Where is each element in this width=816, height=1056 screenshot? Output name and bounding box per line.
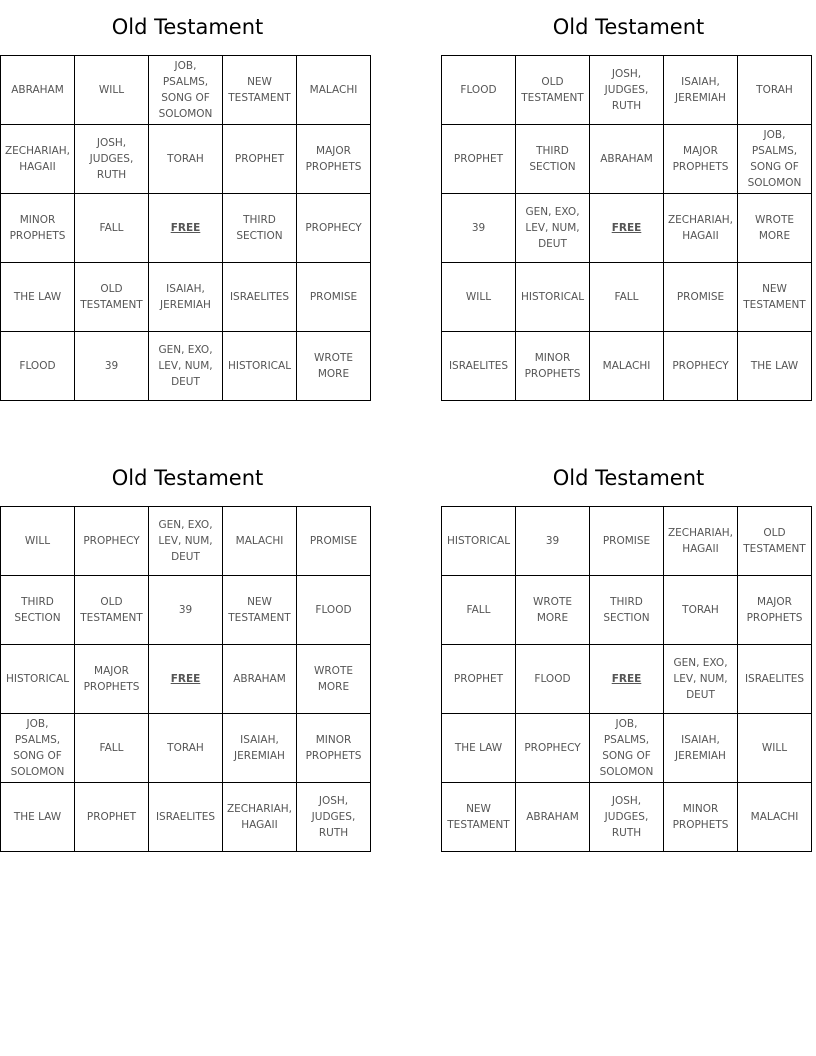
bingo-cell: ABRAHAM xyxy=(223,645,297,714)
bingo-cell: MALACHI xyxy=(590,332,664,401)
bingo-cell: WROTE MORE xyxy=(516,576,590,645)
bingo-cell: JOB, PSALMS, SONG OF SOLOMON xyxy=(590,714,664,783)
grid-row xyxy=(1,56,371,125)
grid-row xyxy=(442,714,812,783)
bingo-cell: THE LAW xyxy=(442,714,516,783)
bingo-cell: HISTORICAL xyxy=(223,332,297,401)
bingo-cell: TORAH xyxy=(664,576,738,645)
bingo-cell: FALL xyxy=(75,714,149,783)
bingo-cell: PROMISE xyxy=(590,507,664,576)
bingo-cell: THE LAW xyxy=(738,332,812,401)
bingo-cell: PROMISE xyxy=(297,263,371,332)
bingo-cell: PROPHECY xyxy=(516,714,590,783)
grid-row xyxy=(442,783,812,852)
bingo-cell: JOSH, JUDGES, RUTH xyxy=(297,783,371,852)
bingo-cell: GEN, EXO, LEV, NUM, DEUT xyxy=(149,507,223,576)
grid-row xyxy=(1,576,371,645)
bingo-cell: WILL xyxy=(442,263,516,332)
bingo-cell: OLD TESTAMENT xyxy=(75,263,149,332)
bingo-cell: THIRD SECTION xyxy=(1,576,75,645)
bingo-cell: NEW TESTAMENT xyxy=(738,263,812,332)
bingo-cell: PROMISE xyxy=(664,263,738,332)
bingo-cell: HISTORICAL xyxy=(1,645,75,714)
bingo-cell: THIRD SECTION xyxy=(516,125,590,194)
grid-row xyxy=(442,263,812,332)
bingo-cell: ABRAHAM xyxy=(590,125,664,194)
bingo-cell: PROMISE xyxy=(297,507,371,576)
bingo-cell: MINOR PROPHETS xyxy=(1,194,75,263)
bingo-cell: MAJOR PROPHETS xyxy=(738,576,812,645)
bingo-cell: MAJOR PROPHETS xyxy=(75,645,149,714)
bingo-cell: WILL xyxy=(75,56,149,125)
card-title: Old Testament xyxy=(552,15,705,39)
bingo-cell: ABRAHAM xyxy=(516,783,590,852)
bingo-cell: FALL xyxy=(75,194,149,263)
bingo-cell: NEW TESTAMENT xyxy=(223,56,297,125)
bingo-cell: ISRAELITES xyxy=(223,263,297,332)
bingo-cell: MINOR PROPHETS xyxy=(516,332,590,401)
bingo-cell: ZECHARIAH, HAGAII xyxy=(1,125,75,194)
bingo-cell: TORAH xyxy=(149,125,223,194)
bingo-cell: ISAIAH, JEREMIAH xyxy=(223,714,297,783)
free-space-cell: FREE xyxy=(590,645,664,714)
grid-row xyxy=(442,125,812,194)
bingo-cell: HISTORICAL xyxy=(442,507,516,576)
grid-row xyxy=(442,194,812,263)
grid-row xyxy=(442,56,812,125)
bingo-cell: MALACHI xyxy=(297,56,371,125)
bingo-cell: MAJOR PROPHETS xyxy=(664,125,738,194)
bingo-cell: WILL xyxy=(738,714,812,783)
bingo-cell: TORAH xyxy=(149,714,223,783)
grid-row xyxy=(1,645,371,714)
bingo-cell: ZECHARIAH, HAGAII xyxy=(664,507,738,576)
bingo-cell: PROPHET xyxy=(75,783,149,852)
bingo-cell: WILL xyxy=(1,507,75,576)
bingo-cell: THIRD SECTION xyxy=(590,576,664,645)
bingo-cell: FLOOD xyxy=(1,332,75,401)
bingo-cell: FLOOD xyxy=(297,576,371,645)
bingo-cell: FLOOD xyxy=(442,56,516,125)
bingo-cell: ISAIAH, JEREMIAH xyxy=(664,714,738,783)
bingo-cell: JOB, PSALMS, SONG OF SOLOMON xyxy=(149,56,223,125)
grid-row xyxy=(1,263,371,332)
bingo-cell: TORAH xyxy=(738,56,812,125)
bingo-cell: JOSH, JUDGES, RUTH xyxy=(590,783,664,852)
bingo-cell: 39 xyxy=(75,332,149,401)
bingo-cell: PROPHECY xyxy=(297,194,371,263)
bingo-cell: MALACHI xyxy=(738,783,812,852)
grid-row xyxy=(442,645,812,714)
bingo-cell: NEW TESTAMENT xyxy=(223,576,297,645)
card-title: Old Testament xyxy=(111,15,264,39)
bingo-cell: MINOR PROPHETS xyxy=(297,714,371,783)
grid-row xyxy=(1,332,371,401)
free-space-cell: FREE xyxy=(149,194,223,263)
bingo-cell: PROPHET xyxy=(442,125,516,194)
grid-row xyxy=(442,576,812,645)
bingo-cell: 39 xyxy=(442,194,516,263)
bingo-cell: JOSH, JUDGES, RUTH xyxy=(590,56,664,125)
bingo-cell: OLD TESTAMENT xyxy=(738,507,812,576)
bingo-cell: FALL xyxy=(590,263,664,332)
bingo-cell: PROPHET xyxy=(223,125,297,194)
bingo-cell: MINOR PROPHETS xyxy=(664,783,738,852)
bingo-cell: PROPHECY xyxy=(75,507,149,576)
grid-row xyxy=(1,783,371,852)
grid-row xyxy=(1,714,371,783)
bingo-cell: MALACHI xyxy=(223,507,297,576)
bingo-cell: JOB, PSALMS, SONG OF SOLOMON xyxy=(738,125,812,194)
bingo-cell: THIRD SECTION xyxy=(223,194,297,263)
bingo-cell: ISRAELITES xyxy=(738,645,812,714)
grid-row xyxy=(1,507,371,576)
bingo-cell: THE LAW xyxy=(1,783,75,852)
bingo-cell: FLOOD xyxy=(516,645,590,714)
bingo-cell: ISAIAH, JEREMIAH xyxy=(664,56,738,125)
bingo-grid xyxy=(441,55,812,401)
bingo-grid xyxy=(441,506,812,852)
bingo-cell: GEN, EXO, LEV, NUM, DEUT xyxy=(516,194,590,263)
bingo-grid xyxy=(0,55,371,401)
bingo-cell: GEN, EXO, LEV, NUM, DEUT xyxy=(664,645,738,714)
bingo-cell: JOSH, JUDGES, RUTH xyxy=(75,125,149,194)
bingo-cell: ZECHARIAH, HAGAII xyxy=(223,783,297,852)
grid-row xyxy=(1,125,371,194)
bingo-cell: OLD TESTAMENT xyxy=(516,56,590,125)
bingo-cell: NEW TESTAMENT xyxy=(442,783,516,852)
bingo-cell: PROPHECY xyxy=(664,332,738,401)
bingo-cell: 39 xyxy=(516,507,590,576)
bingo-cell: ISAIAH, JEREMIAH xyxy=(149,263,223,332)
bingo-cell: ABRAHAM xyxy=(1,56,75,125)
grid-row xyxy=(442,332,812,401)
bingo-grid xyxy=(0,506,371,852)
free-space-cell: FREE xyxy=(149,645,223,714)
bingo-cell: MAJOR PROPHETS xyxy=(297,125,371,194)
bingo-cell: 39 xyxy=(149,576,223,645)
bingo-cell: ISRAELITES xyxy=(149,783,223,852)
bingo-cell: PROPHET xyxy=(442,645,516,714)
bingo-cell: HISTORICAL xyxy=(516,263,590,332)
bingo-cell: WROTE MORE xyxy=(297,645,371,714)
card-title: Old Testament xyxy=(111,466,264,490)
bingo-cell: WROTE MORE xyxy=(738,194,812,263)
free-space-cell: FREE xyxy=(590,194,664,263)
bingo-cell: GEN, EXO, LEV, NUM, DEUT xyxy=(149,332,223,401)
card-title: Old Testament xyxy=(552,466,705,490)
bingo-cell: THE LAW xyxy=(1,263,75,332)
bingo-cell: ISRAELITES xyxy=(442,332,516,401)
grid-row xyxy=(442,507,812,576)
grid-row xyxy=(1,194,371,263)
bingo-cell: JOB, PSALMS, SONG OF SOLOMON xyxy=(1,714,75,783)
bingo-cell: FALL xyxy=(442,576,516,645)
bingo-cell: WROTE MORE xyxy=(297,332,371,401)
bingo-cell: ZECHARIAH, HAGAII xyxy=(664,194,738,263)
bingo-cell: OLD TESTAMENT xyxy=(75,576,149,645)
